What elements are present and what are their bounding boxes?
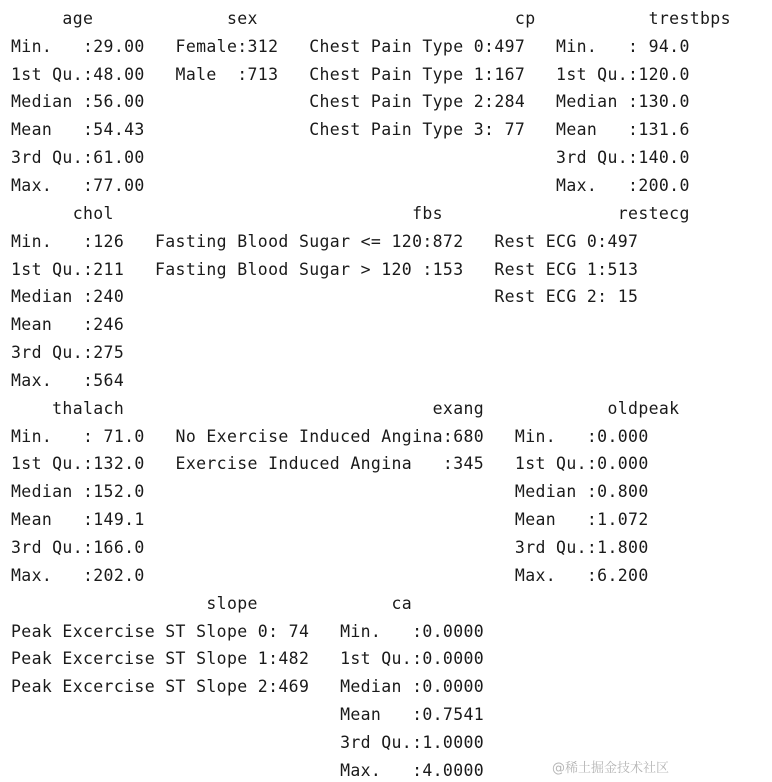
summary-row: Max. :4.0000 bbox=[11, 761, 505, 780]
summary-row: Max. :77.00 Max. :200.0 bbox=[11, 176, 711, 195]
summary-row: Peak Excercise ST Slope 1:482 1st Qu.:0.0000 bbox=[11, 649, 505, 668]
summary-row: 3rd Qu.:61.00 3rd Qu.:140.0 bbox=[11, 148, 711, 167]
summary-row: Min. :29.00 Female:312 Chest Pain Type 0:497 Min. : 94.0 bbox=[11, 37, 711, 56]
summary-row: 1st Qu.:48.00 Male :713 Chest Pain Type 1:167 1st Qu.:120.0 bbox=[11, 65, 711, 84]
summary-row: Median :240 Rest ECG 2: 15 bbox=[11, 287, 659, 306]
summary-row: Mean :54.43 Chest Pain Type 3: 77 Mean :131.6 bbox=[11, 120, 711, 139]
summary-row: 1st Qu.:211 Fasting Blood Sugar > 120 :153 Rest ECG 1:513 bbox=[11, 260, 659, 279]
summary-row: Min. :126 Fasting Blood Sugar <= 120:872 Rest ECG 0:497 bbox=[11, 232, 659, 251]
summary-row: Mean :149.1 Mean :1.072 bbox=[11, 510, 670, 529]
summary-row: Mean :0.7541 bbox=[11, 705, 505, 724]
summary-row: Mean :246 bbox=[11, 315, 659, 334]
summary-row: Max. :202.0 Max. :6.200 bbox=[11, 566, 670, 585]
watermark: @稀土掘金技术社区 bbox=[551, 761, 669, 776]
summary-row: Min. : 71.0 No Exercise Induced Angina:680 Min. :0.000 bbox=[11, 427, 670, 446]
summary-row: Peak Excercise ST Slope 2:469 Median :0.0000 bbox=[11, 677, 505, 696]
summary-row: 3rd Qu.:1.0000 bbox=[11, 733, 505, 752]
summary-header: slope ca bbox=[11, 594, 495, 613]
summary-row: Peak Excercise ST Slope 0: 74 Min. :0.0000 bbox=[11, 622, 505, 641]
summary-row: Median :152.0 Median :0.800 bbox=[11, 482, 670, 501]
summary-row: 3rd Qu.:275 bbox=[11, 343, 659, 362]
summary-header: chol fbs restecg bbox=[11, 204, 721, 223]
summary-row: 3rd Qu.:166.0 3rd Qu.:1.800 bbox=[11, 538, 670, 557]
summary-row: Median :56.00 Chest Pain Type 2:284 Median :130.0 bbox=[11, 92, 711, 111]
summary-row: 1st Qu.:132.0 Exercise Induced Angina :345 1st Qu.:0.000 bbox=[11, 454, 670, 473]
summary-header: thalach exang oldpeak bbox=[11, 399, 731, 418]
summary-header: age sex cp trestbps bbox=[11, 9, 772, 28]
summary-row: Max. :564 bbox=[11, 371, 659, 390]
